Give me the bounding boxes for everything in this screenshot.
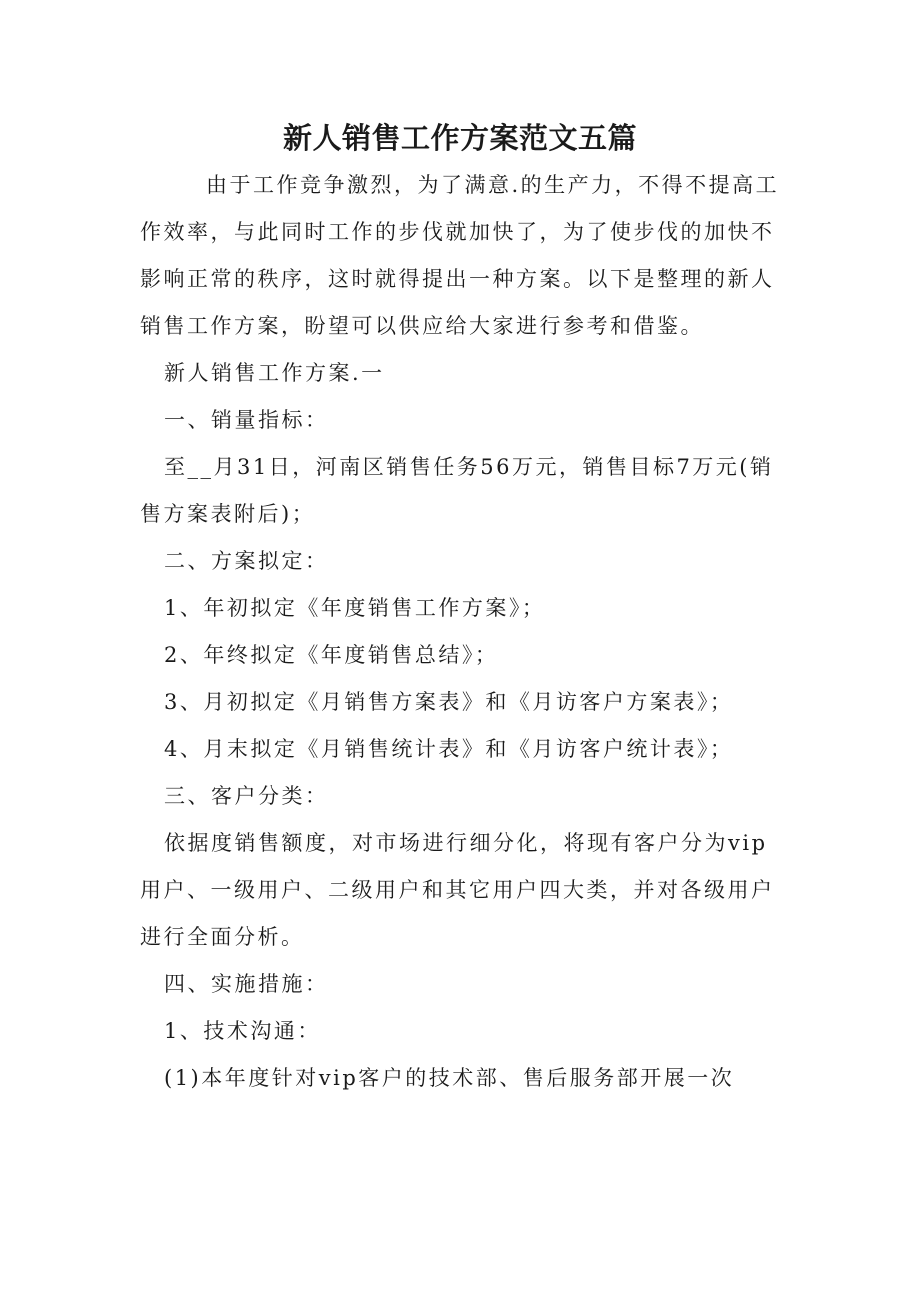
list-item: 1、技术沟通： — [164, 1019, 321, 1043]
section-heading-customer-classification: 三、客户分类： — [164, 784, 329, 808]
document-body — [140, 162, 780, 1102]
sales-target-paragraph: 至__月31日，河南区销售任务56万元，销售目标7万元(销售方案表附后)； — [140, 455, 774, 526]
list-item: 2、年终拟定《年度销售总结》； — [164, 643, 499, 667]
section-heading-plan-drafting: 二、方案拟定： — [164, 549, 329, 573]
section-heading-implementation-measures: 四、实施措施： — [164, 972, 329, 996]
customer-classification-paragraph: 依据度销售额度，对市场进行细分化，将现有客户分为vip用户、一级用户、二级用户和其它用户四大类，并对各级用户进行全面分析。 — [140, 831, 775, 949]
list-item: 3、月初拟定《月销售方案表》和《月访客户方案表》； — [164, 690, 734, 714]
section-heading-sales-targets: 一、销量指标： — [164, 408, 329, 432]
section-heading-plan-one: 新人销售工作方案.一 — [164, 361, 385, 385]
list-item: 1、年初拟定《年度销售工作方案》； — [164, 596, 546, 620]
document-title: 新人销售工作方案范文五篇 — [282, 121, 637, 155]
list-item: 4、月末拟定《月销售统计表》和《月访客户统计表》； — [164, 737, 734, 761]
list-item: (1)本年度针对vip客户的技术部、售后服务部开展一次 — [164, 1066, 735, 1090]
intro-paragraph: 由于工作竞争激烈，为了满意.的生产力，不得不提高工作效率，与此同时工作的步伐就加快了，为了使步伐的加快不影响正常的秩序，这时就得提出一种方案。以下是整理的新人销售工作方案，盼望可以供应给大家进行参考和借鉴。 — [140, 173, 780, 338]
